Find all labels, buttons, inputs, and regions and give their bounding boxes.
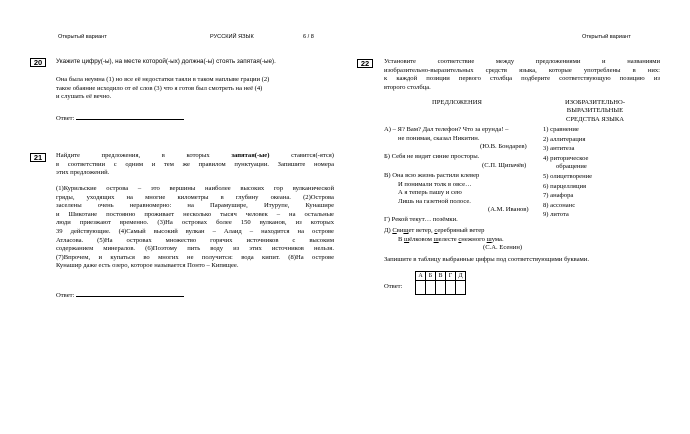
sentence-d-part: ви (396, 227, 404, 234)
q21-text-line: люди приезжают временно. (3)На островах более 150 вулканов, из которых (56, 219, 334, 227)
q21-text-line: (1)Курильские острова – это вершины наиболее высоких гор вулканической (56, 185, 334, 192)
q22-prompt-line: второго столбца. (384, 83, 431, 91)
q22-answer-label: Ответ: (384, 283, 403, 290)
q21-prompt-part: Найдите предложения, в которых (56, 152, 232, 159)
sound-mark: ш (404, 235, 410, 243)
q21-text-line: Атласова. (5)На островах множество горячих источников с высоким (56, 236, 334, 244)
q22-answer-table (415, 271, 466, 295)
sound-mark: с (458, 235, 462, 243)
q22-prompt (384, 58, 660, 92)
answer-letter-cell: Г (446, 272, 456, 281)
variant-label-right: Открытый вариант (582, 34, 631, 40)
q22-prompt-line: Установите соответствие между предложениями и названиями (384, 58, 660, 65)
sentence-d-part: елесте (438, 235, 459, 243)
sentence-v-line: В) Она всю жизнь растили клевер (384, 172, 480, 179)
sound-mark: С (392, 227, 397, 234)
device-item: 7) анафора (543, 192, 574, 199)
q21-text (56, 185, 334, 271)
q20-text-line: такое обаяние исходило от её слов (3) что я готов был смотреть на неё (4) (56, 84, 263, 92)
q21-answer-row (56, 290, 184, 301)
q21-number: 21 (33, 153, 43, 162)
device-item: 4) риторическое (543, 154, 589, 162)
sentence-a-line: не понимая, сказал Никитин. (398, 134, 480, 142)
q21-text-line: содержанием минералов. (6)Поэтому пить воду из этих источников нельзя. (56, 245, 334, 253)
q21-text-line: Кунашир даже есть озеро, которое называется Понто – Кипящее. (56, 262, 239, 270)
sentence-v-author: (А.М. Иванов) (488, 206, 529, 213)
q21-prompt (56, 152, 334, 178)
sentence-v-line: И понимали толк в овсе… (398, 180, 472, 188)
sentence-d-part: В (398, 235, 405, 243)
device-item: 9) литота (543, 211, 569, 218)
device-item: 1) сравнение (543, 126, 579, 133)
answer-input-cell[interactable] (446, 281, 456, 295)
q21-text-line: 39 действующие. (4)Самый высокий вулкан – Алаид – находится на острове (56, 227, 334, 235)
q22-table-instruction: Запишите в таблицу выбранные цифры под соответствующими буквами. (384, 256, 589, 263)
sentence-d-part: ёлковом (409, 235, 434, 243)
q20-text-line: Она была неумна (1) но все её недостатки таяли в таком наплыве грации (2) (56, 76, 270, 83)
answer-letter-cell: А (416, 272, 426, 281)
sentence-d-author: (С.А. Есенин) (483, 244, 523, 251)
device-item: обращение (556, 163, 587, 170)
variant-label-left: Открытый вариант (58, 34, 107, 40)
answer-letter-cell: Д (456, 272, 466, 281)
q21-answer-label: Ответ: (56, 292, 75, 299)
q21-text-line: гряды, уходящих на многие километры в глубину океана. (2)Острова (56, 193, 334, 201)
q21-prompt-part: ставится(-ятся) (269, 152, 334, 159)
q21-number-box (30, 153, 46, 162)
sentence-d-part: ума. (491, 235, 504, 243)
q22-prompt-line: к каждой позиции первого столбца подберите соответствующую позицию из (384, 75, 660, 83)
device-item: 8) ассонанс (543, 201, 576, 209)
q22-number-box (357, 59, 373, 68)
q21-answer-field[interactable] (76, 290, 184, 297)
sound-mark: щ (403, 227, 409, 234)
device-item: 6) парцелляция (543, 182, 587, 190)
q20-answer-label: Ответ: (56, 115, 75, 122)
sound-mark: ш (486, 235, 492, 243)
q20-answer-row (56, 113, 184, 124)
answer-input-cell[interactable] (416, 281, 426, 295)
answer-letter-cell: Б (426, 272, 436, 281)
sentence-d-part: нежного (461, 235, 487, 243)
q21-text-line: заселены очень неравномерно: на Парамушире, Итурупе, Кунашире (56, 202, 334, 210)
answer-input-cell[interactable] (426, 281, 436, 295)
q21-text-line: и Шикотане постоянно проживает несколько тысяч человек – на остальные (56, 210, 334, 218)
sentence-a-line: А) – Я? Вам? Дал телефон? Что за ерунда! – (384, 126, 509, 133)
q21-prompt-line: этих предложений. (56, 169, 110, 177)
q22-col2-header-line: ВЫРАЗИТЕЛЬНЫЕ (566, 107, 624, 115)
q20-number: 20 (33, 58, 43, 67)
device-item: 2) аллитерация (543, 135, 586, 143)
q22-number: 22 (360, 59, 370, 68)
sound-mark: ш (433, 235, 439, 243)
sentence-a-author: (Ю.В. Бондарев) (480, 143, 527, 150)
sentence-d-part: ет ветер, (408, 227, 435, 234)
sentence-g-line: Г) Рекой текут… позёмки. (384, 216, 458, 223)
q20-text-line: и слушать её вечно. (56, 93, 112, 101)
answer-table-input-row (416, 281, 466, 295)
q20-text (56, 76, 334, 102)
q22-col1-header: ПРЕДЛОЖЕНИЯ (432, 99, 482, 106)
sentence-b-author: (С.П. Щипачёв) (482, 162, 527, 169)
subject-title: РУССКИЙ ЯЗЫК (210, 34, 254, 40)
answer-table-header (416, 272, 466, 281)
page-number: 6 / 8 (303, 34, 314, 40)
device-item: 5) олицетворение (543, 173, 593, 180)
q22-col2-header-line: ИЗОБРАЗИТЕЛЬНО- (564, 99, 626, 106)
q21-text-line: (7)Впрочем, и купаться во многих не получится: вода кипит. (8)На острове (56, 253, 334, 261)
answer-letter-cell: В (436, 272, 446, 281)
answer-input-cell[interactable] (456, 281, 466, 295)
sentence-v-line: Лишь на газетной полосе. (398, 197, 471, 205)
sentence-d-part: еребряный ветер (437, 227, 485, 234)
answer-input-cell[interactable] (436, 281, 446, 295)
sound-mark: с (434, 227, 438, 234)
sentence-d-marker: Д) (384, 227, 393, 234)
sentence-b-line: Б) Себя не видят синие просторы. (384, 153, 480, 160)
q20-prompt: Укажите цифру(-ы), на месте которой(-ых) должна(-ы) стоять запятая(-ые). (56, 58, 276, 65)
q20-answer-field[interactable] (76, 113, 184, 120)
sentence-v-line: А я теперь пашу и сею (398, 189, 462, 196)
q21-prompt-emphasis: запятая(-ые) (231, 152, 270, 159)
q22-col2-header (560, 99, 630, 124)
sentence-d-line (384, 227, 484, 235)
q21-prompt-line: в соответствии с одним и тем же правилом пунктуации. Запишите номера (56, 160, 334, 168)
q22-prompt-line: изобразительно-выразительных средств языка, которые употреблены в них: (384, 66, 660, 74)
sentence-d-line (398, 236, 504, 244)
q22-col2-header-line: СРЕДСТВА ЯЗЫКА (565, 115, 625, 123)
device-item: 3) антитеза (543, 145, 575, 152)
q20-number-box (30, 58, 46, 67)
